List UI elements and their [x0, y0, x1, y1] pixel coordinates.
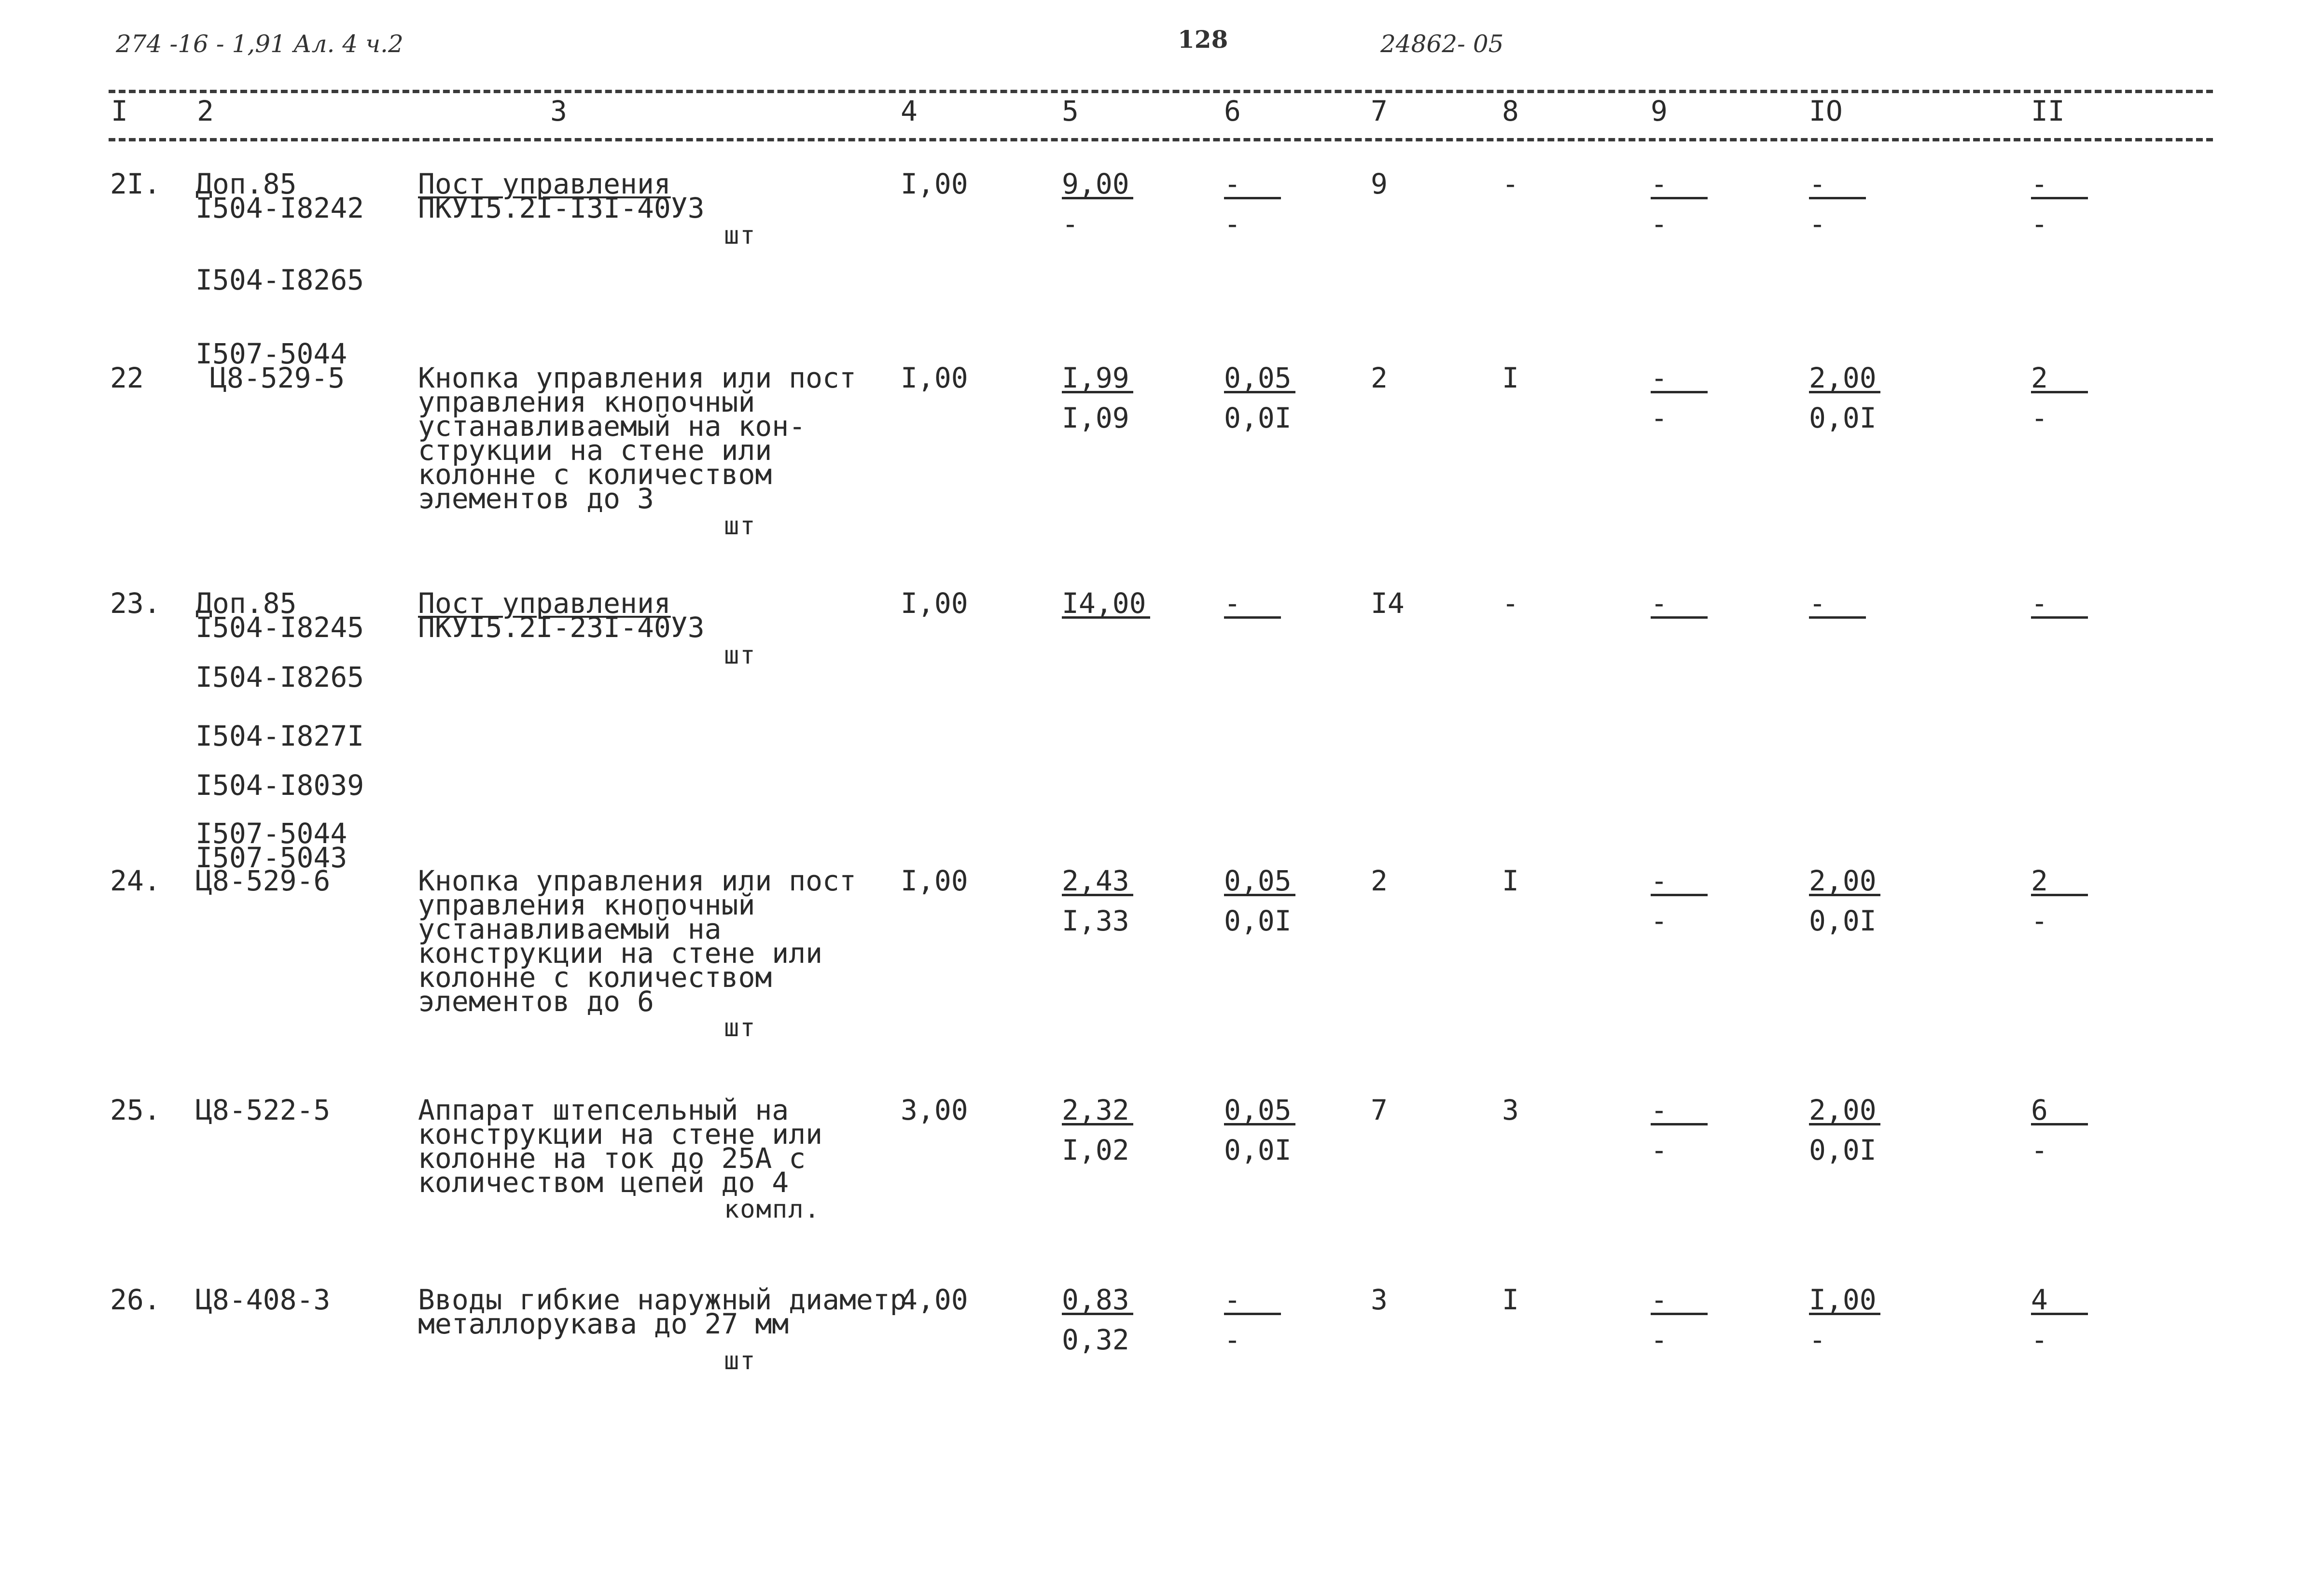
row-code: Доп.85: [195, 167, 297, 200]
column-header-2: 2: [197, 95, 214, 127]
header-rule-top: [109, 90, 2213, 93]
row-col6: $\frac{0,05}{0,0I}$: [1224, 1098, 1295, 1162]
row-col11: 2 -: [2031, 869, 2088, 933]
row-description: устанавливаемый на кон-: [418, 410, 806, 443]
row-description: Вводы гибкие наружный диаметр: [418, 1283, 907, 1316]
row-description: Кнопка управления или пост: [418, 361, 856, 394]
row-code: I504-I8265: [195, 264, 364, 296]
row-col5: I4,00: [1062, 591, 1150, 619]
column-header-11: II: [2031, 95, 2065, 127]
row-col10: $\frac{2,00}{0,0I}$: [1809, 869, 1880, 933]
column-header-8: 8: [1502, 95, 1519, 127]
row-col7: 3: [1371, 1283, 1388, 1316]
row-col4: 3,00: [901, 1094, 968, 1126]
row-col9: -: [1651, 591, 1708, 619]
row-col7: 9: [1371, 167, 1388, 200]
row-description: Пост управления: [418, 167, 671, 200]
row-col5: 9,00 -: [1062, 172, 1133, 236]
row-description: Аппарат штепсельный на: [418, 1094, 789, 1126]
row-unit: шт: [724, 1013, 756, 1042]
row-description: управления кнопочный: [418, 888, 755, 921]
row-description: ПКУI5.2I-23I-40У3: [418, 611, 705, 644]
row-col6: - -: [1224, 1288, 1281, 1352]
row-col4: I,00: [901, 587, 968, 620]
column-header-7: 7: [1371, 95, 1388, 127]
column-header-5: 5: [1062, 95, 1079, 127]
row-col8: -: [1502, 167, 1519, 200]
row-col11: 4 -: [2031, 1288, 2088, 1352]
row-col9: - -: [1651, 869, 1708, 933]
column-header-10: IO: [1809, 95, 1843, 127]
row-description: металлорукава до 27 мм: [418, 1307, 789, 1340]
row-col5: $\frac{I,99}{I,09}$: [1062, 366, 1133, 430]
handwritten-header: 274 -16 - 1,91 Ал. 4 ч.2: [116, 30, 403, 58]
row-col10: -: [1809, 591, 1866, 619]
row-unit: компл.: [724, 1195, 821, 1224]
row-code: I507-5043: [195, 841, 348, 874]
row-description: устанавливаемый на: [418, 913, 722, 945]
row-col8: I: [1502, 864, 1519, 897]
row-col6: - -: [1224, 172, 1281, 236]
row-code: Ц8-529-5: [210, 361, 345, 394]
row-code: Ц8-522-5: [195, 1094, 331, 1126]
row-col6: $\frac{0,05}{0,0I}$: [1224, 869, 1295, 933]
row-description: конструкции на стене или: [418, 1118, 823, 1151]
row-number: 23.: [110, 587, 161, 620]
row-col8: I: [1502, 361, 1519, 394]
row-col5: $\frac{0,83}{0,32}$: [1062, 1288, 1133, 1352]
row-code: I504-I8039: [195, 769, 364, 802]
document-number: 24862- 05: [1380, 30, 1504, 58]
row-unit: шт: [724, 512, 756, 541]
row-code: I504-I8245: [195, 611, 364, 644]
row-description: колонне на ток до 25А с: [418, 1142, 806, 1175]
row-description: Пост управления: [418, 587, 671, 620]
row-col6: $\frac{0,05}{0,0I}$: [1224, 366, 1295, 430]
row-number: 2I.: [110, 167, 161, 200]
row-col11: -: [2031, 591, 2088, 619]
row-col5: $\frac{2,32}{I,02}$: [1062, 1098, 1133, 1162]
row-number: 22: [110, 361, 144, 394]
row-number: 26.: [110, 1283, 161, 1316]
row-description: ПКУI5.2I-I3I-40У3: [418, 192, 705, 224]
row-description: элементов до 6: [418, 985, 654, 1018]
row-col4: I,00: [901, 167, 968, 200]
row-col10: $\frac{2,00}{0,0I}$: [1809, 366, 1880, 430]
column-header-6: 6: [1224, 95, 1241, 127]
row-col4: I,00: [901, 864, 968, 897]
row-col9: - -: [1651, 1098, 1708, 1162]
row-col7: 7: [1371, 1094, 1388, 1126]
row-col11: 6 -: [2031, 1098, 2088, 1162]
row-col7: 2: [1371, 864, 1388, 897]
row-col8: I: [1502, 1283, 1519, 1316]
row-col4: I,00: [901, 361, 968, 394]
row-unit: шт: [724, 1346, 756, 1375]
row-code: I507-5044: [195, 817, 348, 850]
row-col9: - -: [1651, 366, 1708, 430]
row-description: управления кнопочный: [418, 386, 755, 418]
row-description: количеством цепей до 4: [418, 1166, 789, 1199]
row-col4: 4,00: [901, 1283, 968, 1316]
row-col8: 3: [1502, 1094, 1519, 1126]
row-unit: шт: [724, 221, 756, 250]
row-col6: -: [1224, 591, 1281, 619]
row-col8: -: [1502, 587, 1519, 620]
row-unit: шт: [724, 641, 756, 670]
column-header-3: 3: [550, 95, 567, 127]
column-header-4: 4: [901, 95, 918, 127]
row-col11: - -: [2031, 172, 2088, 236]
row-code: I504-I827I: [195, 720, 364, 752]
row-col10: I,00 -: [1809, 1288, 1880, 1352]
row-col7: 2: [1371, 361, 1388, 394]
row-code: I504-I8242: [195, 192, 364, 224]
row-col7: I4: [1371, 587, 1405, 620]
row-col11: 2 -: [2031, 366, 2088, 430]
row-col10: - -: [1809, 172, 1866, 236]
header-rule-bottom: [109, 138, 2213, 141]
page-number: 128: [1178, 25, 1228, 54]
column-header-1: I: [111, 95, 128, 127]
row-description: элементов до 3: [418, 482, 654, 515]
row-col10: $\frac{2,00}{0,0I}$: [1809, 1098, 1880, 1162]
row-col5: $\frac{2,43}{I,33}$: [1062, 869, 1133, 933]
row-code: Доп.85: [195, 587, 297, 620]
row-number: 24.: [110, 864, 161, 897]
row-description: конструкции на стене или: [418, 937, 823, 970]
row-description: струкции на стене или: [418, 434, 772, 467]
row-code: Ц8-529-6: [195, 864, 331, 897]
row-code: I504-I8265: [195, 661, 364, 694]
row-description: колонне с количеством: [418, 458, 772, 491]
row-number: 25.: [110, 1094, 161, 1126]
row-description: колонне с количеством: [418, 961, 772, 994]
row-col9: - -: [1651, 172, 1708, 236]
row-code: I507-5044: [195, 337, 348, 370]
column-header-9: 9: [1651, 95, 1668, 127]
row-description: Кнопка управления или пост: [418, 864, 856, 897]
row-col9: - -: [1651, 1288, 1708, 1352]
row-code: Ц8-408-3: [195, 1283, 331, 1316]
